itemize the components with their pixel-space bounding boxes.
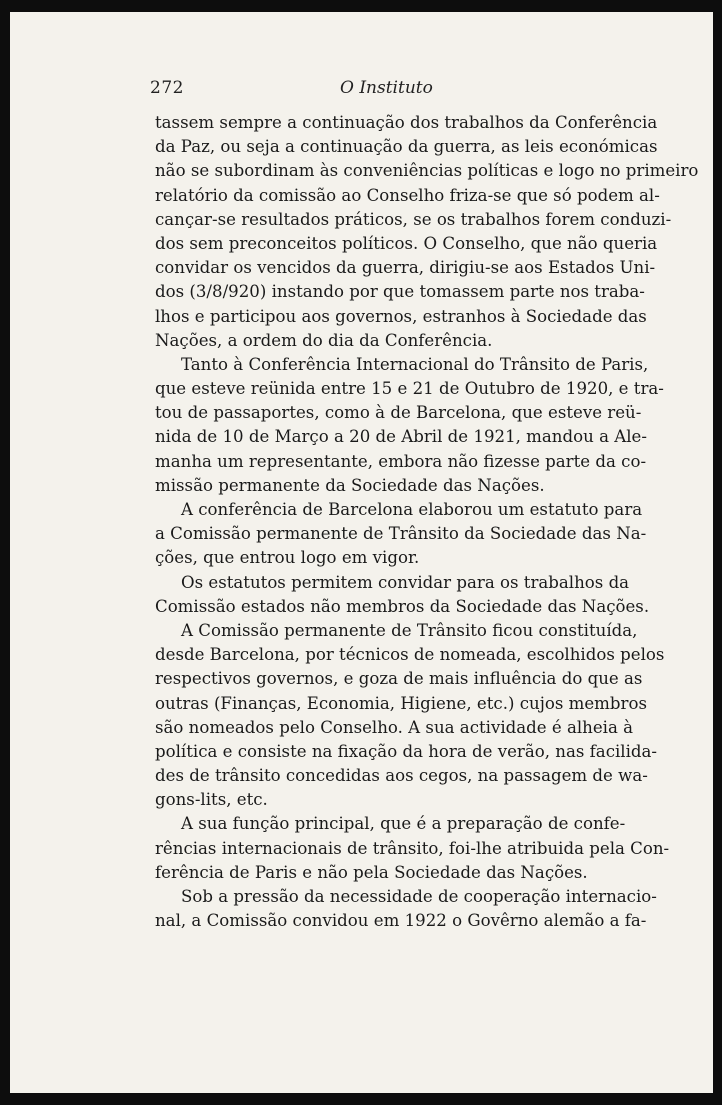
paragraph xyxy=(155,353,664,498)
text-line: Comissão estados não membros da Sociedade das Nações. xyxy=(155,596,650,616)
text-line: Tanto à Conferência Internacional do Trânsito de Paris, xyxy=(181,354,649,374)
page-number: 272 xyxy=(150,78,184,98)
text-line: des de trânsito concedidas aos cegos, na passagem de wa- xyxy=(155,766,648,786)
text-line: gons-lits, etc. xyxy=(155,790,268,810)
text-line: Sob a pressão da necessidade de cooperação internacio- xyxy=(181,887,657,906)
text-line: A conferência de Barcelona elaborou um estatuto para xyxy=(181,500,643,519)
text-line: manha um representante, embora não fizesse parte da co- xyxy=(155,451,647,471)
text-line: nal, a Comissão convidou em 1922 o Govêrno alemão a fa- xyxy=(155,911,647,931)
text-line: A Comissão permanente de Trânsito ficou constituída, xyxy=(181,620,638,640)
text-line: nida de 10 de Março a 20 de Abril de 1921, mandou a Ale- xyxy=(155,427,647,447)
page-header xyxy=(10,70,713,100)
text-line: dos (3/8/920) instando por que tomassem parte nos traba- xyxy=(155,282,645,302)
text-line: relatório da comissão ao Conselho friza-se que só podem al- xyxy=(155,185,660,205)
paragraph xyxy=(155,812,670,885)
text-line: Nações, a ordem do dia da Conferência. xyxy=(155,330,493,350)
paragraph xyxy=(155,885,657,933)
text-line: não se subordinam às conveniências políticas e logo no primeiro xyxy=(155,161,699,181)
body-text xyxy=(155,111,699,933)
text-line: convidar os vencidos da guerra, dirigiu-se aos Estados Uni- xyxy=(155,258,656,278)
text-line: ferência de Paris e não pela Sociedade das Nações. xyxy=(155,862,588,882)
book-page xyxy=(10,12,713,1093)
paragraph xyxy=(155,571,650,619)
text-line: desde Barcelona, por técnicos de nomeada, escolhidos pelos xyxy=(155,645,665,665)
text-line: respectivos governos, e goza de mais influência do que as xyxy=(155,669,643,689)
text-line: outras (Finanças, Economia, Higiene, etc.) cujos membros xyxy=(155,693,647,713)
text-line: missão permanente da Sociedade das Nações. xyxy=(155,475,545,495)
text-line: rências internacionais de trânsito, foi-lhe atribuida pela Con- xyxy=(155,838,670,858)
text-line: tou de passaportes, como à de Barcelona, que esteve reü- xyxy=(155,403,642,423)
text-line: lhos e participou aos governos, estranhos à Sociedade das xyxy=(155,306,647,326)
text-line: cançar-se resultados práticos, se os trabalhos forem conduzi- xyxy=(155,209,672,229)
paragraph xyxy=(155,498,647,571)
text-line: dos sem preconceitos políticos. O Conselho, que não queria xyxy=(155,233,658,253)
text-line: são nomeados pelo Conselho. A sua actividade é alheia à xyxy=(155,717,634,737)
text-line: tassem sempre a continuação dos trabalhos da Conferência xyxy=(155,113,658,132)
text-line: A sua função principal, que é a preparação de confe- xyxy=(181,814,626,834)
text-line: que esteve reünida entre 15 e 21 de Outubro de 1920, e tra- xyxy=(155,379,664,399)
paragraph xyxy=(155,619,665,813)
running-title: O Instituto xyxy=(340,78,433,98)
text-line: a Comissão permanente de Trânsito da Sociedade das Na- xyxy=(155,524,647,544)
text-line: da Paz, ou seja a continuação da guerra, as leis económicas xyxy=(155,137,658,157)
text-line: Os estatutos permitem convidar para os trabalhos da xyxy=(181,572,630,592)
paragraph xyxy=(155,111,699,353)
text-line: ções, que entrou logo em vigor. xyxy=(155,548,420,568)
text-line: política e consiste na fixação da hora de verão, nas facilida- xyxy=(155,741,658,761)
